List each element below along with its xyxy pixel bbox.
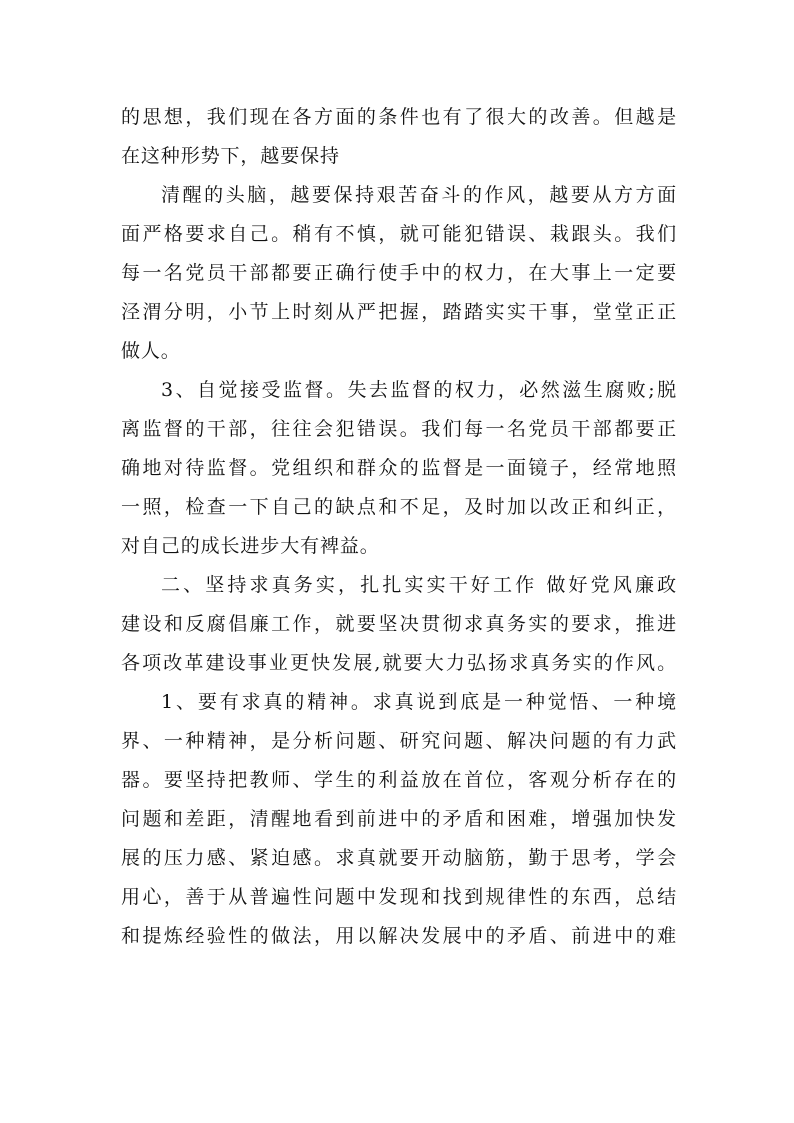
text-line: 面严格要求自己。稍有不慎，就可能犯错误、栽跟头。我们	[121, 223, 677, 245]
text-line: 和提炼经验性的做法，用以解决发展中的矛盾、前进中的难	[121, 925, 677, 947]
text-line: 各项改革建设事业更快发展,就要大力弘扬求真务实的作风。	[121, 652, 677, 674]
text-line: 3、自觉接受监督。失去监督的权力，必然滋生腐败;脱	[161, 379, 677, 401]
text-line: 确地对待监督。党组织和群众的监督是一面镜子，经常地照	[121, 457, 677, 479]
text-line: 问题和差距，清醒地看到前进中的矛盾和困难，增强加快发	[121, 808, 677, 830]
text-line: 在这种形势下，越要保持	[121, 145, 340, 167]
text-line: 的思想，我们现在各方面的条件也有了很大的改善。但越是	[121, 106, 677, 128]
body-text	[121, 98, 677, 956]
text-line: 清醒的头脑，越要保持艰苦奋斗的作风，越要从方方面	[161, 184, 677, 206]
text-line: 一照，检查一下自己的缺点和不足，及时加以改正和纠正，	[121, 496, 677, 518]
text-line: 建设和反腐倡廉工作，就要坚决贯彻求真务实的要求，推进	[121, 613, 677, 635]
text-line: 展的压力感、紧迫感。求真就要开动脑筋，勤于思考，学会	[121, 847, 677, 869]
text-line: 泾渭分明，小节上时刻从严把握，踏踏实实干事，堂堂正正	[121, 301, 677, 323]
text-line: 器。要坚持把教师、学生的利益放在首位，客观分析存在的	[121, 769, 677, 791]
text-line: 对自己的成长进步大有裨益。	[121, 535, 380, 557]
text-line: 每一名党员干部都要正确行使手中的权力，在大事上一定要	[121, 262, 677, 284]
text-line: 做人。	[121, 340, 181, 362]
text-line: 用心，善于从普遍性问题中发现和找到规律性的东西，总结	[121, 886, 677, 908]
text-line: 离监督的干部，往往会犯错误。我们每一名党员干部都要正	[121, 418, 677, 440]
text-line: 1、要有求真的精神。求真说到底是一种觉悟、一种境	[161, 691, 677, 713]
text-line: 二、坚持求真务实，扎扎实实干好工作 做好党风廉政	[161, 574, 677, 596]
text-line: 界、一种精神，是分析问题、研究问题、解决问题的有力武	[121, 730, 677, 752]
